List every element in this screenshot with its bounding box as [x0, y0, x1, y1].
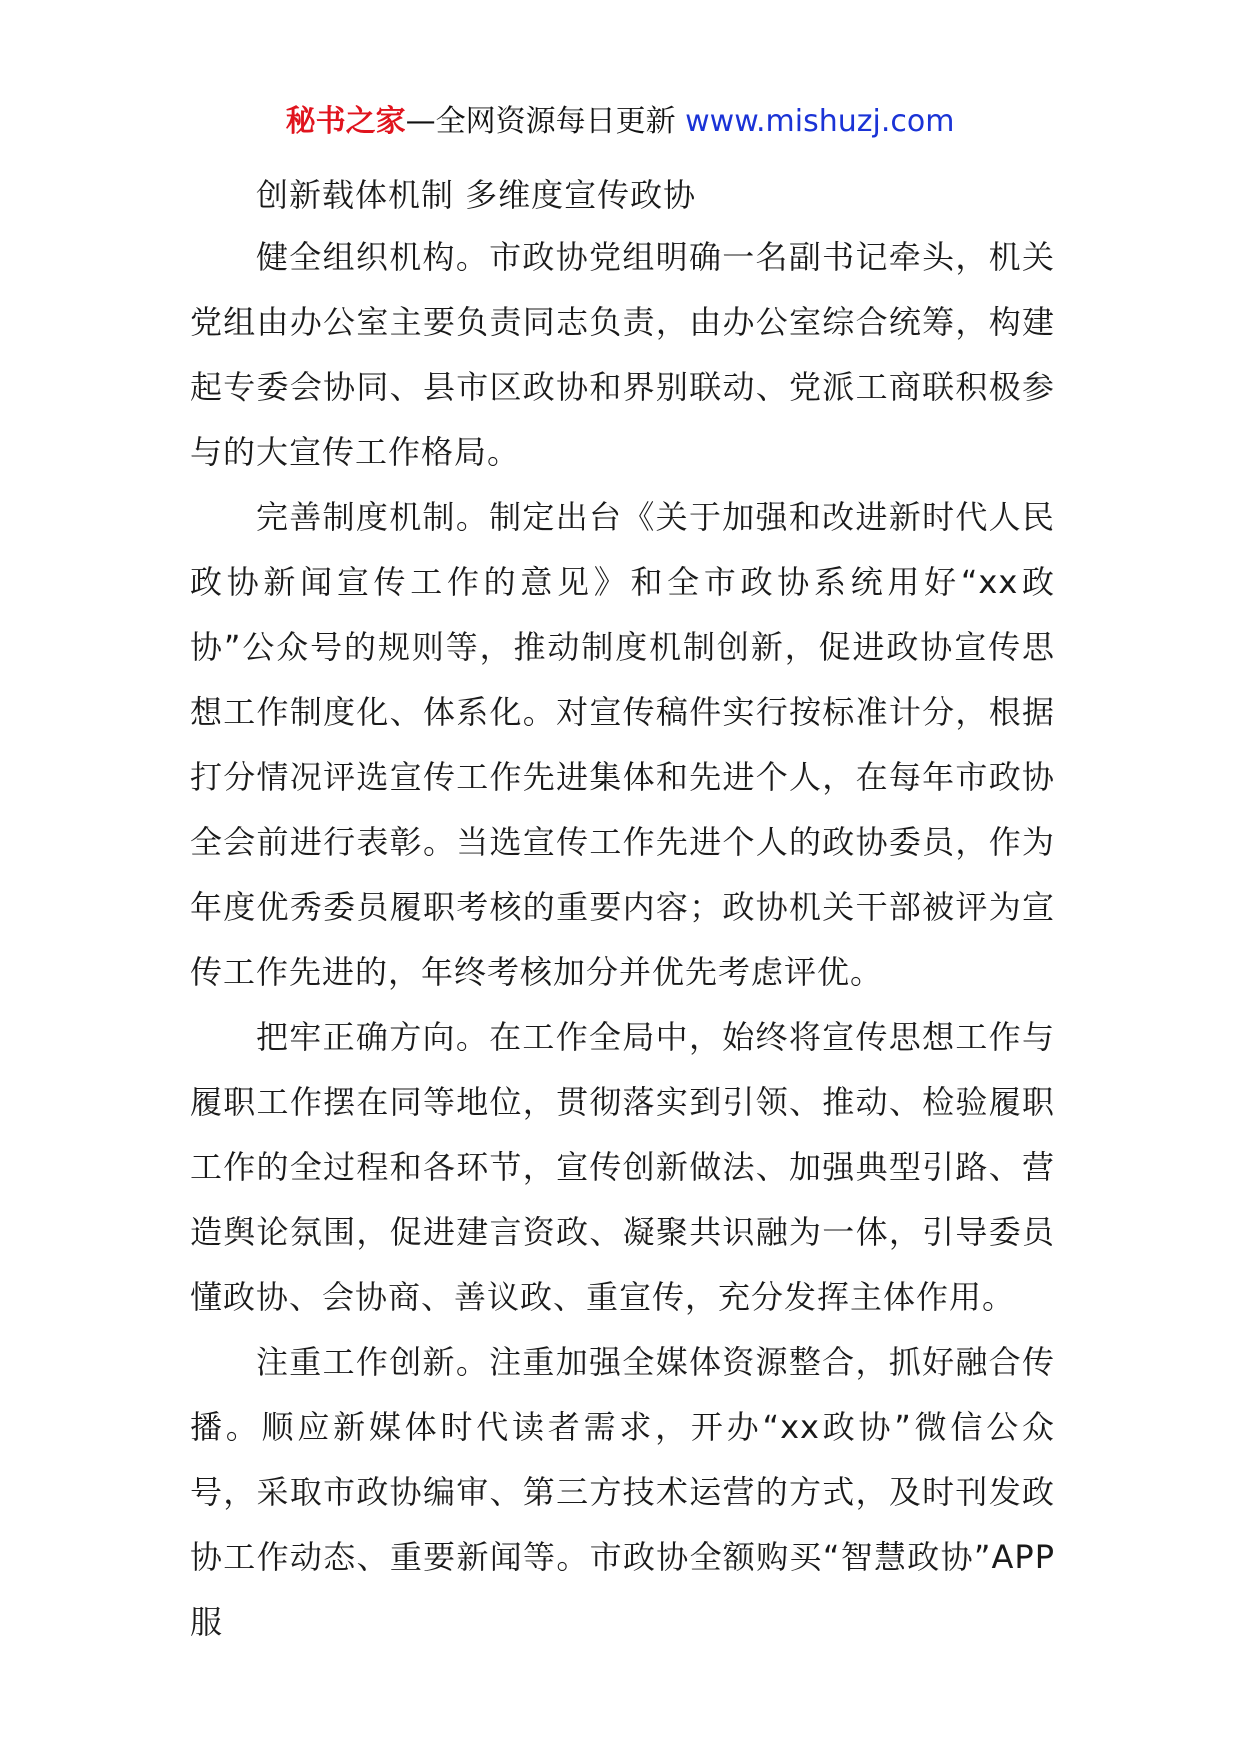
document-title: 创新载体机制 多维度宣传政协 — [256, 176, 697, 214]
header-brand: 秘书之家 — [285, 104, 406, 139]
header-tagline: —全网资源每日更新 — [405, 104, 676, 139]
document-body — [190, 165, 1055, 1655]
paragraph-direction: 把牢正确方向。在工作全局中，始终将宣传思想工作与履职工作摆在同等地位，贯彻落实到引领、推动、检验履职工作的全过程和各环节，宣传创新做法、加强典型引路、营造舆论氛围，促进建言资政、凝聚共识融为一体，引导委员懂政协、会协商、善议政、重宣传，充分发挥主体作用。 — [190, 1018, 1055, 1316]
header-url-link[interactable]: www.mishuzj.com — [685, 104, 955, 139]
paragraph-mechanism: 完善制度机制。制定出台《关于加强和改进新时代人民政协新闻宣传工作的意见》和全市政协系统用好“xx政协”公众号的规则等，推动制度机制创新，促进政协宣传思想工作制度化、体系化。对宣传稿件实行按标准计分，根据打分情况评选宣传工作先进集体和先进个人，在每年市政协全会前进行表彰。当选宣传工作先进个人的政协委员，作为年度优秀委员履职考核的重要内容；政协机关干部被评为宣传工作先进的，年终考核加分并优先考虑评优。 — [190, 498, 1055, 991]
page-header — [0, 100, 1240, 144]
paragraph-innovation: 注重工作创新。注重加强全媒体资源整合，抓好融合传播。顺应新媒体时代读者需求，开办“xx政协”微信公众号，采取市政协编审、第三方技术运营的方式，及时刊发政协工作动态、重要新闻等。市政协全额购买“智慧政协”APP服 — [190, 1343, 1055, 1641]
paragraph-organization: 健全组织机构。市政协党组明确一名副书记牵头，机关党组由办公室主要负责同志负责，由办公室综合统筹，构建起专委会协同、县市区政协和界别联动、党派工商联积极参与的大宣传工作格局。 — [190, 238, 1055, 471]
